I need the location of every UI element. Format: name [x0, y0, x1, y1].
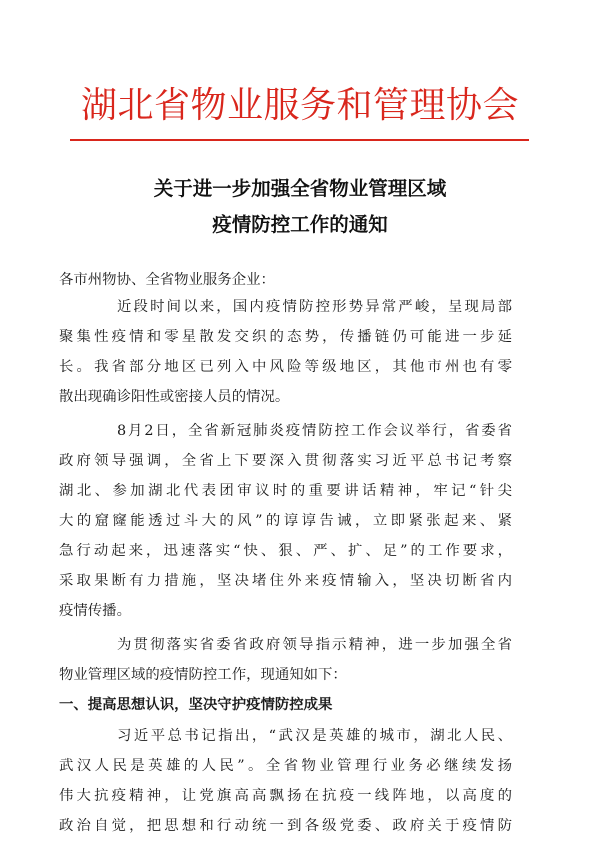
- paragraph-1-line: 长。我省部分地区已列入中风险等级地区，其他市州也有零: [59, 359, 512, 375]
- paragraph-2-line: 湖北、参加湖北代表团审议时的重要讲话精神，牢记“针尖: [59, 483, 512, 499]
- paragraph-4-line: 武汉人民是英雄的人民”。全省物业管理行业务必继续发扬: [59, 758, 512, 774]
- paragraph-4-line: 习近平总书记指出，“武汉是英雄的城市，湖北人民、: [117, 728, 512, 744]
- paragraph-1-line: 聚集性疫情和零星散发交织的态势，传播链仍可能进一步延: [59, 329, 512, 345]
- notice-title-line-2: 疫情防控工作的通知: [212, 213, 388, 236]
- paragraph-2-line: 采取果断有力措施，坚决堵住外来疫情输入，坚决切断省内: [59, 573, 512, 589]
- paragraph-1-line: 近段时间以来，国内疫情防控形势异常严峻，呈现局部: [117, 299, 512, 315]
- section-1-heading: 一、提高思想认识，坚决守护疫情防控成果: [59, 697, 333, 713]
- paragraph-2-line: 大的窟窿能透过斗大的风”的谆谆告诫，立即紧张起来、紧: [59, 513, 512, 529]
- paragraph-2-line: 急行动起来，迅速落实“快、狠、严、扩、足”的工作要求，: [59, 543, 512, 559]
- salutation: 各市州物协、全省物业服务企业：: [59, 272, 275, 288]
- paragraph-3-line: 为贯彻落实省委省政府领导指示精神，进一步加强全省: [117, 637, 512, 653]
- paragraph-4-line: 伟大抗疫精神，让党旗高高飘扬在抗疫一线阵地，以高度的: [59, 788, 512, 804]
- paragraph-2-line: 政府领导强调，全省上下要深入贯彻落实习近平总书记考察: [59, 453, 512, 469]
- paragraph-1-line: 散出现确诊阳性或密接人员的情况。: [59, 389, 290, 405]
- paragraph-2-line: 8月2日，全省新冠肺炎疫情防控工作会议举行，省委省: [117, 423, 512, 439]
- organization-letterhead: 湖北省物业服务和管理协会: [80, 85, 519, 126]
- paragraph-4-line: 政治自觉，把思想和行动统一到各级党委、政府关于疫情防: [59, 818, 512, 834]
- paragraph-3-line: 物业管理区域的疫情防控工作，现通知如下：: [59, 667, 347, 683]
- letterhead-red-rule: [70, 139, 529, 141]
- notice-title-line-1: 关于进一步加强全省物业管理区域: [153, 177, 447, 200]
- paragraph-2-line: 疫情传播。: [59, 603, 131, 619]
